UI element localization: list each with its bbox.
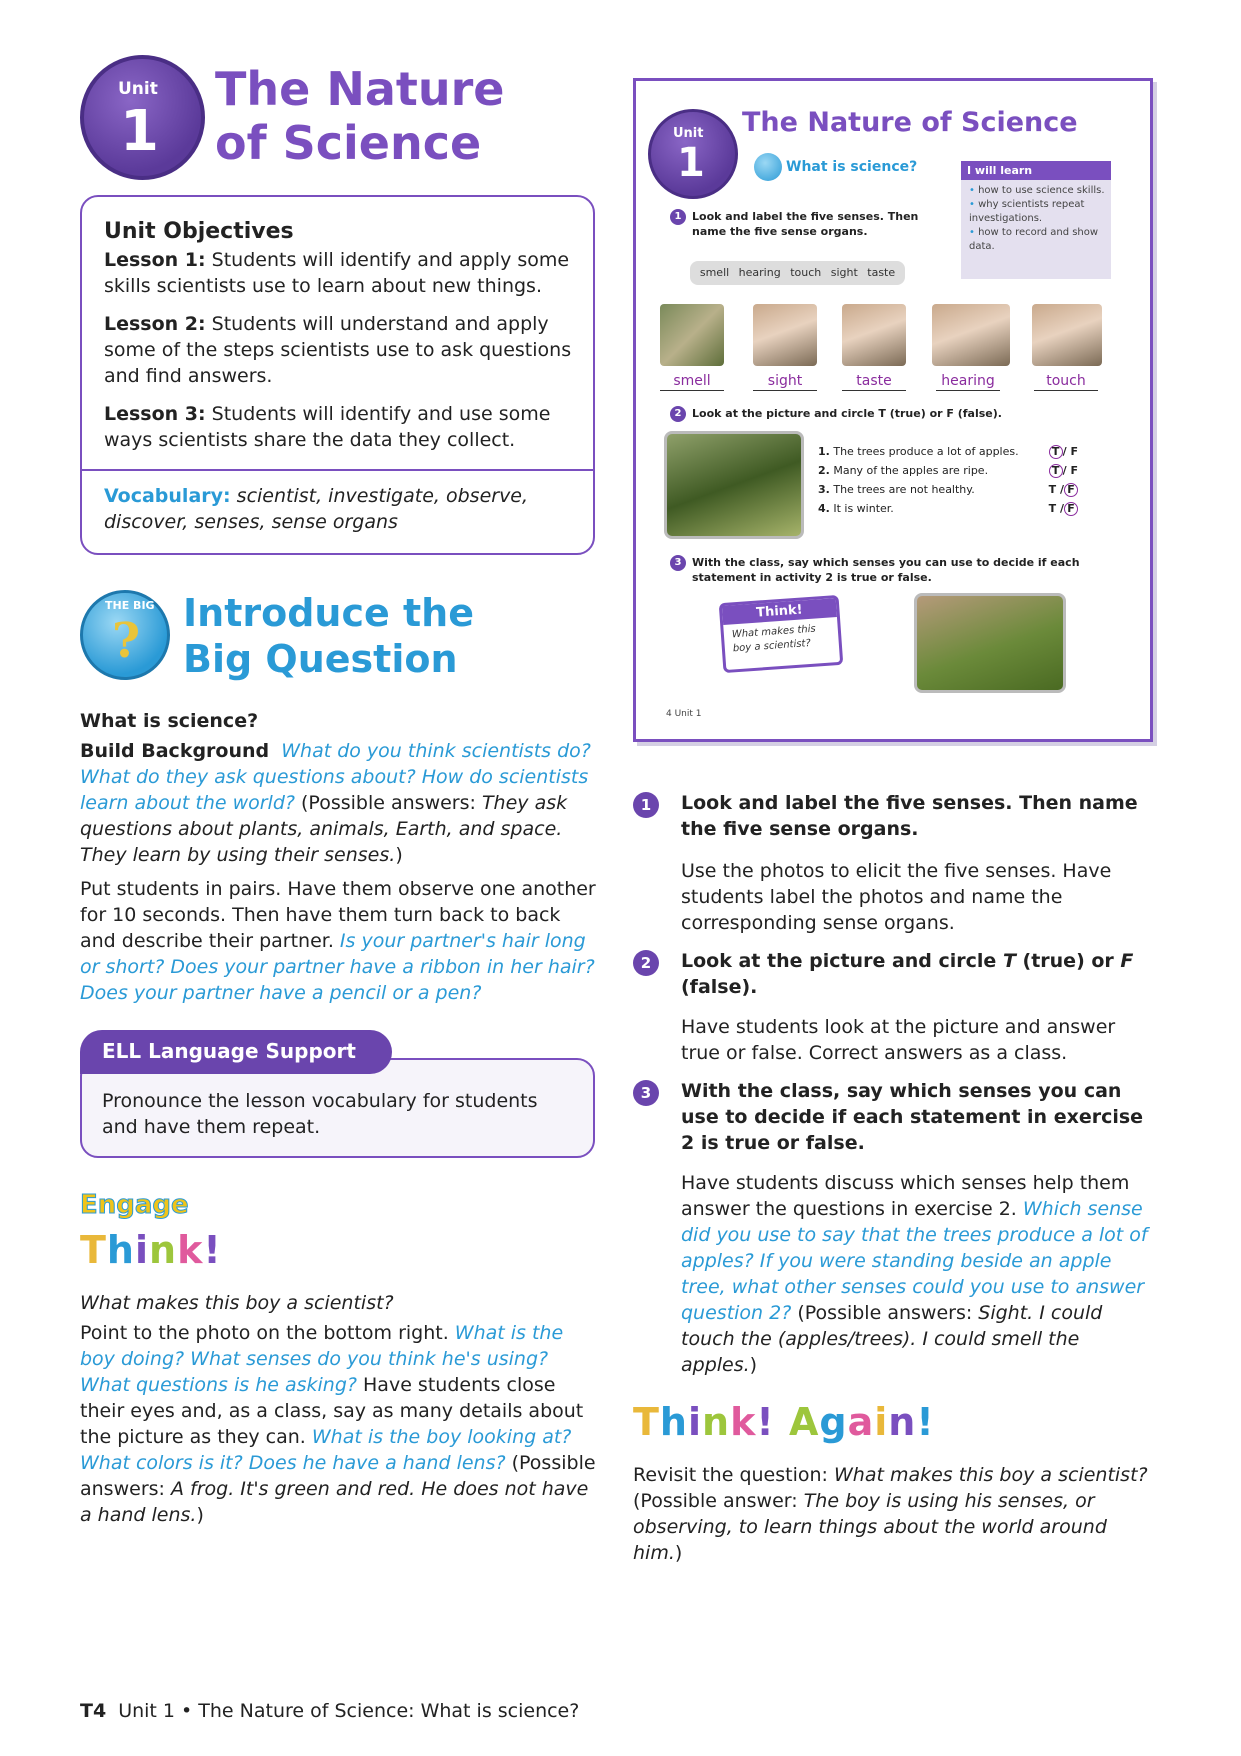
- word-bank: smell hearing touch sight taste: [690, 261, 905, 285]
- note-1-body: Use the photos to elicit the five senses. Have students label the photos and name the corresponding sense organs.: [681, 860, 1112, 934]
- photo-orchard: [664, 431, 804, 539]
- photo-smell: [660, 304, 724, 366]
- build-background: Build Background What do you think scientists do? What do they ask questions about? How do scientists learn about the world? (Possible answers: They ask questions about plants, animals, Earth, and space. They learn by using their senses.): [80, 740, 591, 866]
- engage-text: Point to the photo on the bottom right. What is the boy doing? What senses do you think he's using? What questions is he asking? Have students close their eyes and, as a class, say as many details about the picture as they can. What is the boy looking at? What colors is it? Does he have a hand lens? (Possible answers: A frog. It's green and red. He does not have a hand lens.): [80, 1322, 596, 1526]
- sb-activity-3: 3 With the class, say which senses you can use to decide if each statement in activity 2 is true or false.: [692, 555, 1112, 585]
- unit-number: 1: [120, 99, 159, 164]
- page-number: T4: [80, 1700, 107, 1722]
- photo-sight: [753, 304, 817, 366]
- note-2-body: Have students look at the picture and answer true or false. Correct answers as a class.: [681, 1016, 1116, 1064]
- vocabulary: Vocabulary: scientist, investigate, observe, discover, senses, sense organs: [104, 485, 529, 533]
- think-logo: Think!: [80, 1228, 222, 1272]
- unit-word: Unit: [118, 79, 158, 99]
- unit-badge: [80, 55, 205, 180]
- label-sight: sight: [753, 372, 817, 391]
- sb-unit-badge: Unit 1: [648, 109, 738, 199]
- photo-hearing: [932, 304, 1010, 366]
- think-card: Think! What makes this boy a scientist?: [719, 595, 844, 673]
- photo-taste: [842, 304, 906, 366]
- sb-activity-2: 2 Look at the picture and circle T (true) or F (false).: [692, 406, 1132, 421]
- statement-1: 1. The trees produce a lot of apples. T / F: [818, 445, 1078, 458]
- student-book-page: [633, 78, 1153, 742]
- sb-footer: 4 Unit 1: [666, 709, 702, 719]
- statement-4: 4. It is winter. T / F: [818, 499, 1078, 518]
- big-question: What is science?: [80, 710, 259, 732]
- statement-2: 2. Many of the apples are ripe. T / F: [818, 464, 1078, 477]
- label-touch: touch: [1034, 372, 1098, 391]
- photo-touch: [1032, 304, 1102, 366]
- sb-question-icon: [754, 153, 782, 181]
- sb-title: The Nature of Science: [742, 107, 1078, 138]
- footer-text: Unit 1 • The Nature of Science: What is science?: [118, 1700, 580, 1722]
- note-2-heading: 2 Look at the picture and circle T (true) or F (false).: [633, 948, 1153, 1000]
- lesson-3: Lesson 3: Students will identify and use some ways scientists share the data they collect.: [104, 403, 551, 451]
- note-3-heading: 3 With the class, say which senses you can use to decide if each statement in exercise 2 is true or false.: [633, 1078, 1153, 1156]
- big-question-icon: THE BIG ?: [80, 590, 170, 680]
- objectives-box: [80, 195, 595, 555]
- big-question-title: Introduce the Big Question: [183, 591, 474, 681]
- sb-activity-1: 1 Look and label the five senses. Then name the five sense organs.: [692, 209, 942, 239]
- page-footer: [80, 1700, 579, 1722]
- note-3-body: Have students discuss which senses help them answer the questions in exercise 2. Which sense did you use to say that the trees produce a lot of apples? If you were standing beside an apple tree, what other senses could you use to answer question 2? (Possible answers: Sight. I could touch the (apples/trees). I could smell the apples.): [681, 1172, 1148, 1376]
- think-again-logo: Think! Again!: [633, 1400, 935, 1444]
- statement-3: 3. The trees are not healthy. T / F: [818, 480, 1078, 499]
- sb-question: What is science?: [786, 159, 918, 175]
- lesson-1: Lesson 1: Students will identify and apply some skills scientists use to learn about new things.: [104, 249, 570, 297]
- objectives-divider: [82, 469, 593, 471]
- photo-boy-grass: [914, 593, 1066, 693]
- statements-list: [818, 442, 1078, 518]
- label-hearing: hearing: [936, 372, 1000, 391]
- sb-learn-box: I will learn • how to use science skills. • why scientists repeat investigations. • how to record and show data.: [961, 161, 1111, 279]
- objectives-heading: Unit Objectives: [104, 219, 294, 244]
- engage-label: Engage: [80, 1190, 189, 1220]
- note-1-heading: 1 Look and label the five senses. Then name the five sense organs.: [633, 790, 1153, 842]
- label-taste: taste: [842, 372, 906, 391]
- lesson-2: Lesson 2: Students will understand and apply some of the steps scientists use to ask questions and find answers.: [104, 313, 572, 387]
- ell-tab: ELL Language Support: [80, 1030, 392, 1074]
- revisit-text: Revisit the question: What makes this boy a scientist? (Possible answer: The boy is using his senses, or observing, to learn things about the world around him.): [633, 1464, 1148, 1564]
- unit-title: The Nature of Science: [215, 62, 505, 170]
- ell-text: Pronounce the lesson vocabulary for students and have them repeat.: [102, 1090, 538, 1138]
- pairs-activity: Put students in pairs. Have them observe one another for 10 seconds. Then have them turn back to back and describe their partner. Is your partner's hair long or short? Does your partner have a ribbon in her hair? Does your partner have a pencil or a pen?: [80, 878, 596, 1004]
- label-smell: smell: [660, 372, 724, 391]
- engage-question: What makes this boy a scientist?: [80, 1292, 394, 1314]
